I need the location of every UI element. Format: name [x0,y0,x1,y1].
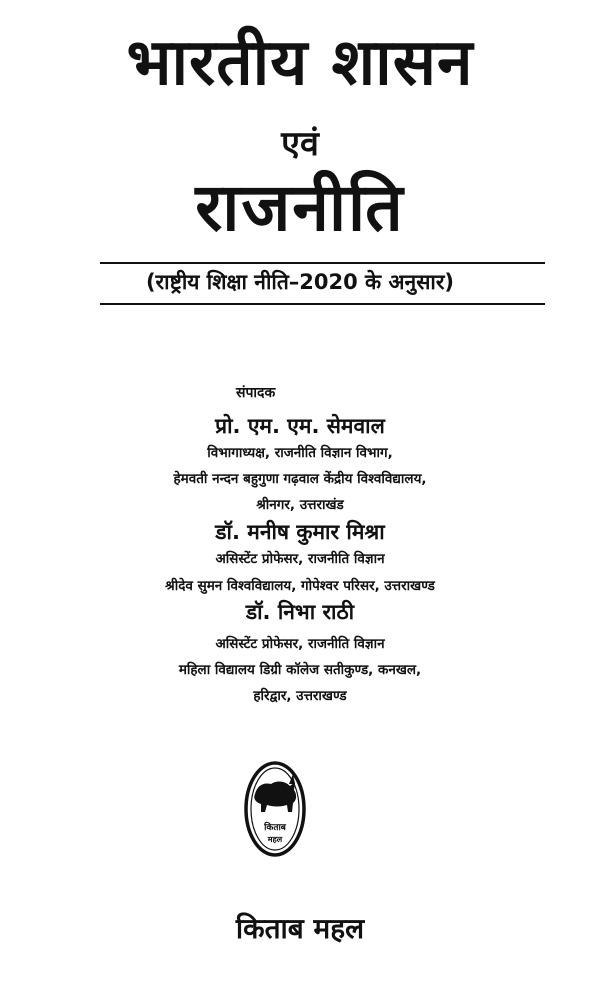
title-line-2: एवं [281,124,319,164]
divider-top [100,262,545,264]
editor-1-line-3: श्रीनगर, उत्तराखंड [256,497,344,513]
publisher-logo [243,760,307,858]
logo-text-2: महल [267,835,283,844]
editor-1-line-2: हेमवती नन्दन बहुगुणा गढ़वाल केंद्रीय विश्वविद्यालय, [173,471,427,487]
editor-3-line-2: महिला विद्यालय डिग्री कॉलेज सतीकुण्ड, कनखल, [178,662,422,678]
editors-label: संपादक [236,385,276,401]
editor-3-line-3: हरिद्वार, उत्तराखण्ड [253,688,347,704]
editor-2-line-2: श्रीदेव सुमन विश्वविद्यालय, गोपेश्वर परिसर, उत्तराखण्ड [165,578,435,594]
editor-2-line-1: असिस्टेंट प्रोफेसर, राजनीति विज्ञान [215,551,385,567]
divider-bottom [100,303,545,305]
title-line-1: भारतीय शासन [126,26,474,100]
editor-1-line-1: विभागाध्यक्ष, राजनीति विज्ञान विभाग, [207,445,393,461]
title-line-3: राजनीति [195,169,405,246]
publisher-name: किताब महल [235,912,365,945]
editor-1-name: प्रो. एम. एम. सेमवाल [215,414,385,438]
editor-3-line-1: असिस्टेंट प्रोफेसर, राजनीति विज्ञान [215,636,385,652]
logo-text-1: किताब [264,823,286,833]
editor-2-name: डॉ. मनीष कुमार मिश्रा [215,520,385,544]
subtitle: (राष्ट्रीय शिक्षा नीति–2020 के अनुसार) [145,270,455,294]
editor-3-name: डॉ. निभा राठी [245,600,355,624]
